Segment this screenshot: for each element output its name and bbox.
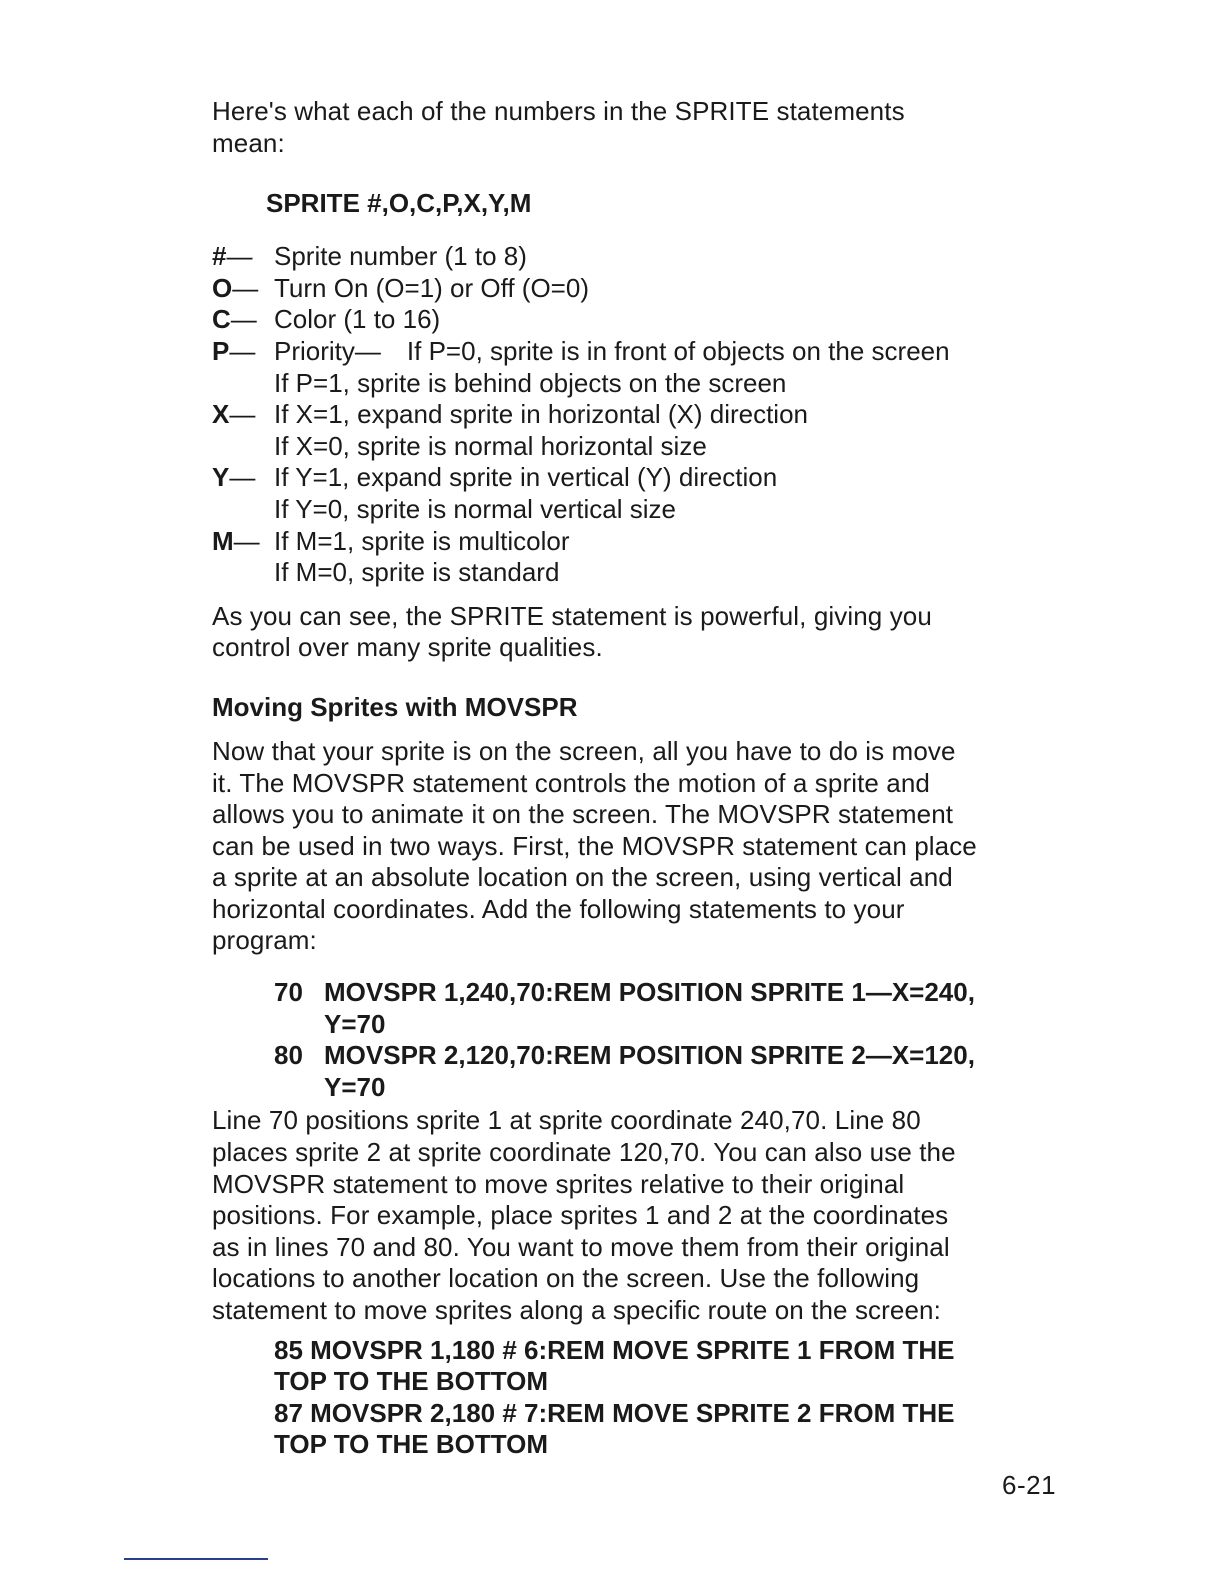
- definition-item-multicolor: [212, 526, 1072, 589]
- priority-label: Priority—: [274, 335, 381, 366]
- sprite-syntax: SPRITE #,O,C,P,X,Y,M: [266, 188, 532, 219]
- definition-item-on-off: [212, 273, 1072, 305]
- code-line-85-cont: TOP TO THE BOTTOM: [274, 1366, 548, 1397]
- code-line-70: 70 MOVSPR 1,240,70:REM POSITION SPRITE 1—X=240, Y=70: [274, 977, 975, 1039]
- definition-text: If M=0, sprite is standard: [274, 557, 560, 588]
- code-block-move: [274, 1335, 1072, 1461]
- definition-key: #—: [212, 241, 253, 272]
- page-number: 6-21: [1002, 1470, 1057, 1500]
- code-line-87-cont: TOP TO THE BOTTOM: [274, 1429, 548, 1460]
- definition-key: O—: [212, 272, 259, 303]
- definition-list: [212, 241, 1072, 589]
- definition-text: Turn On (O=1) or Off (O=0): [274, 272, 589, 303]
- section-heading: Moving Sprites with MOVSPR: [212, 691, 578, 722]
- definition-text: If M=1, sprite is multicolor: [274, 525, 570, 556]
- definition-text: If Y=1, expand sprite in vertical (Y) direction: [274, 462, 778, 493]
- document-page: [212, 96, 1072, 1461]
- movspr-paragraph: Now that your sprite is on the screen, all you have to do is move it. The MOVSPR statement controls the motion of a sprite and allows you to animate it on the screen. The MOVSPR statement can be used in two ways. First, the MOVSPR statement can place a sprite at an absolute location on the screen, using vertical and horizontal coordinates. Add the following statements to your program:: [212, 735, 977, 956]
- power-paragraph: As you can see, the SPRITE statement is powerful, giving you control over many sprite qualities.: [212, 600, 932, 663]
- definition-text: If P=1, sprite is behind objects on the screen: [274, 367, 787, 398]
- definition-text: If X=1, expand sprite in horizontal (X) direction: [274, 399, 809, 430]
- code-block-position: [274, 977, 1072, 1103]
- definition-item-expand-x: [212, 399, 1072, 462]
- definition-item-expand-y: [212, 462, 1072, 525]
- definition-text: Color (1 to 16): [274, 304, 441, 335]
- definition-text: Sprite number (1 to 8): [274, 241, 527, 272]
- code-line-85: 85 MOVSPR 1,180 # 6:REM MOVE SPRITE 1 FROM THE: [274, 1334, 955, 1365]
- definition-key: P—: [212, 335, 256, 366]
- code-line-87: 87 MOVSPR 2,180 # 7:REM MOVE SPRITE 2 FROM THE: [274, 1397, 955, 1428]
- definition-item-priority: [212, 336, 1072, 399]
- definition-text: If X=0, sprite is normal horizontal size: [274, 430, 707, 461]
- definition-item-color: [212, 304, 1072, 336]
- definition-item-sprite-number: [212, 241, 1072, 273]
- definition-key: C—: [212, 304, 257, 335]
- code-line-80: 80 MOVSPR 2,120,70:REM POSITION SPRITE 2—X=120, Y=70: [274, 1040, 975, 1102]
- intro-paragraph: Here's what each of the numbers in the SPRITE statements mean:: [212, 96, 905, 158]
- definition-text: If Y=0, sprite is normal vertical size: [274, 493, 676, 524]
- footer-rule: [124, 1558, 268, 1560]
- line70-paragraph: Line 70 positions sprite 1 at sprite coordinate 240,70. Line 80 places sprite 2 at sprite coordinate 120,70. You can also use the MOVSPR statement to move sprites relative to their original positions. For example, place sprites 1 and 2 at the coordinates as in lines 70 and 80. You want to move them from their original locations to another location on the screen. Use the following statement to move sprites along a specific route on the screen:: [212, 1105, 956, 1325]
- definition-key: Y—: [212, 462, 256, 493]
- definition-text: Priority— If P=0, sprite is in front of objects on the screen: [274, 335, 950, 366]
- definition-key: X—: [212, 399, 256, 430]
- definition-key: M—: [212, 525, 260, 556]
